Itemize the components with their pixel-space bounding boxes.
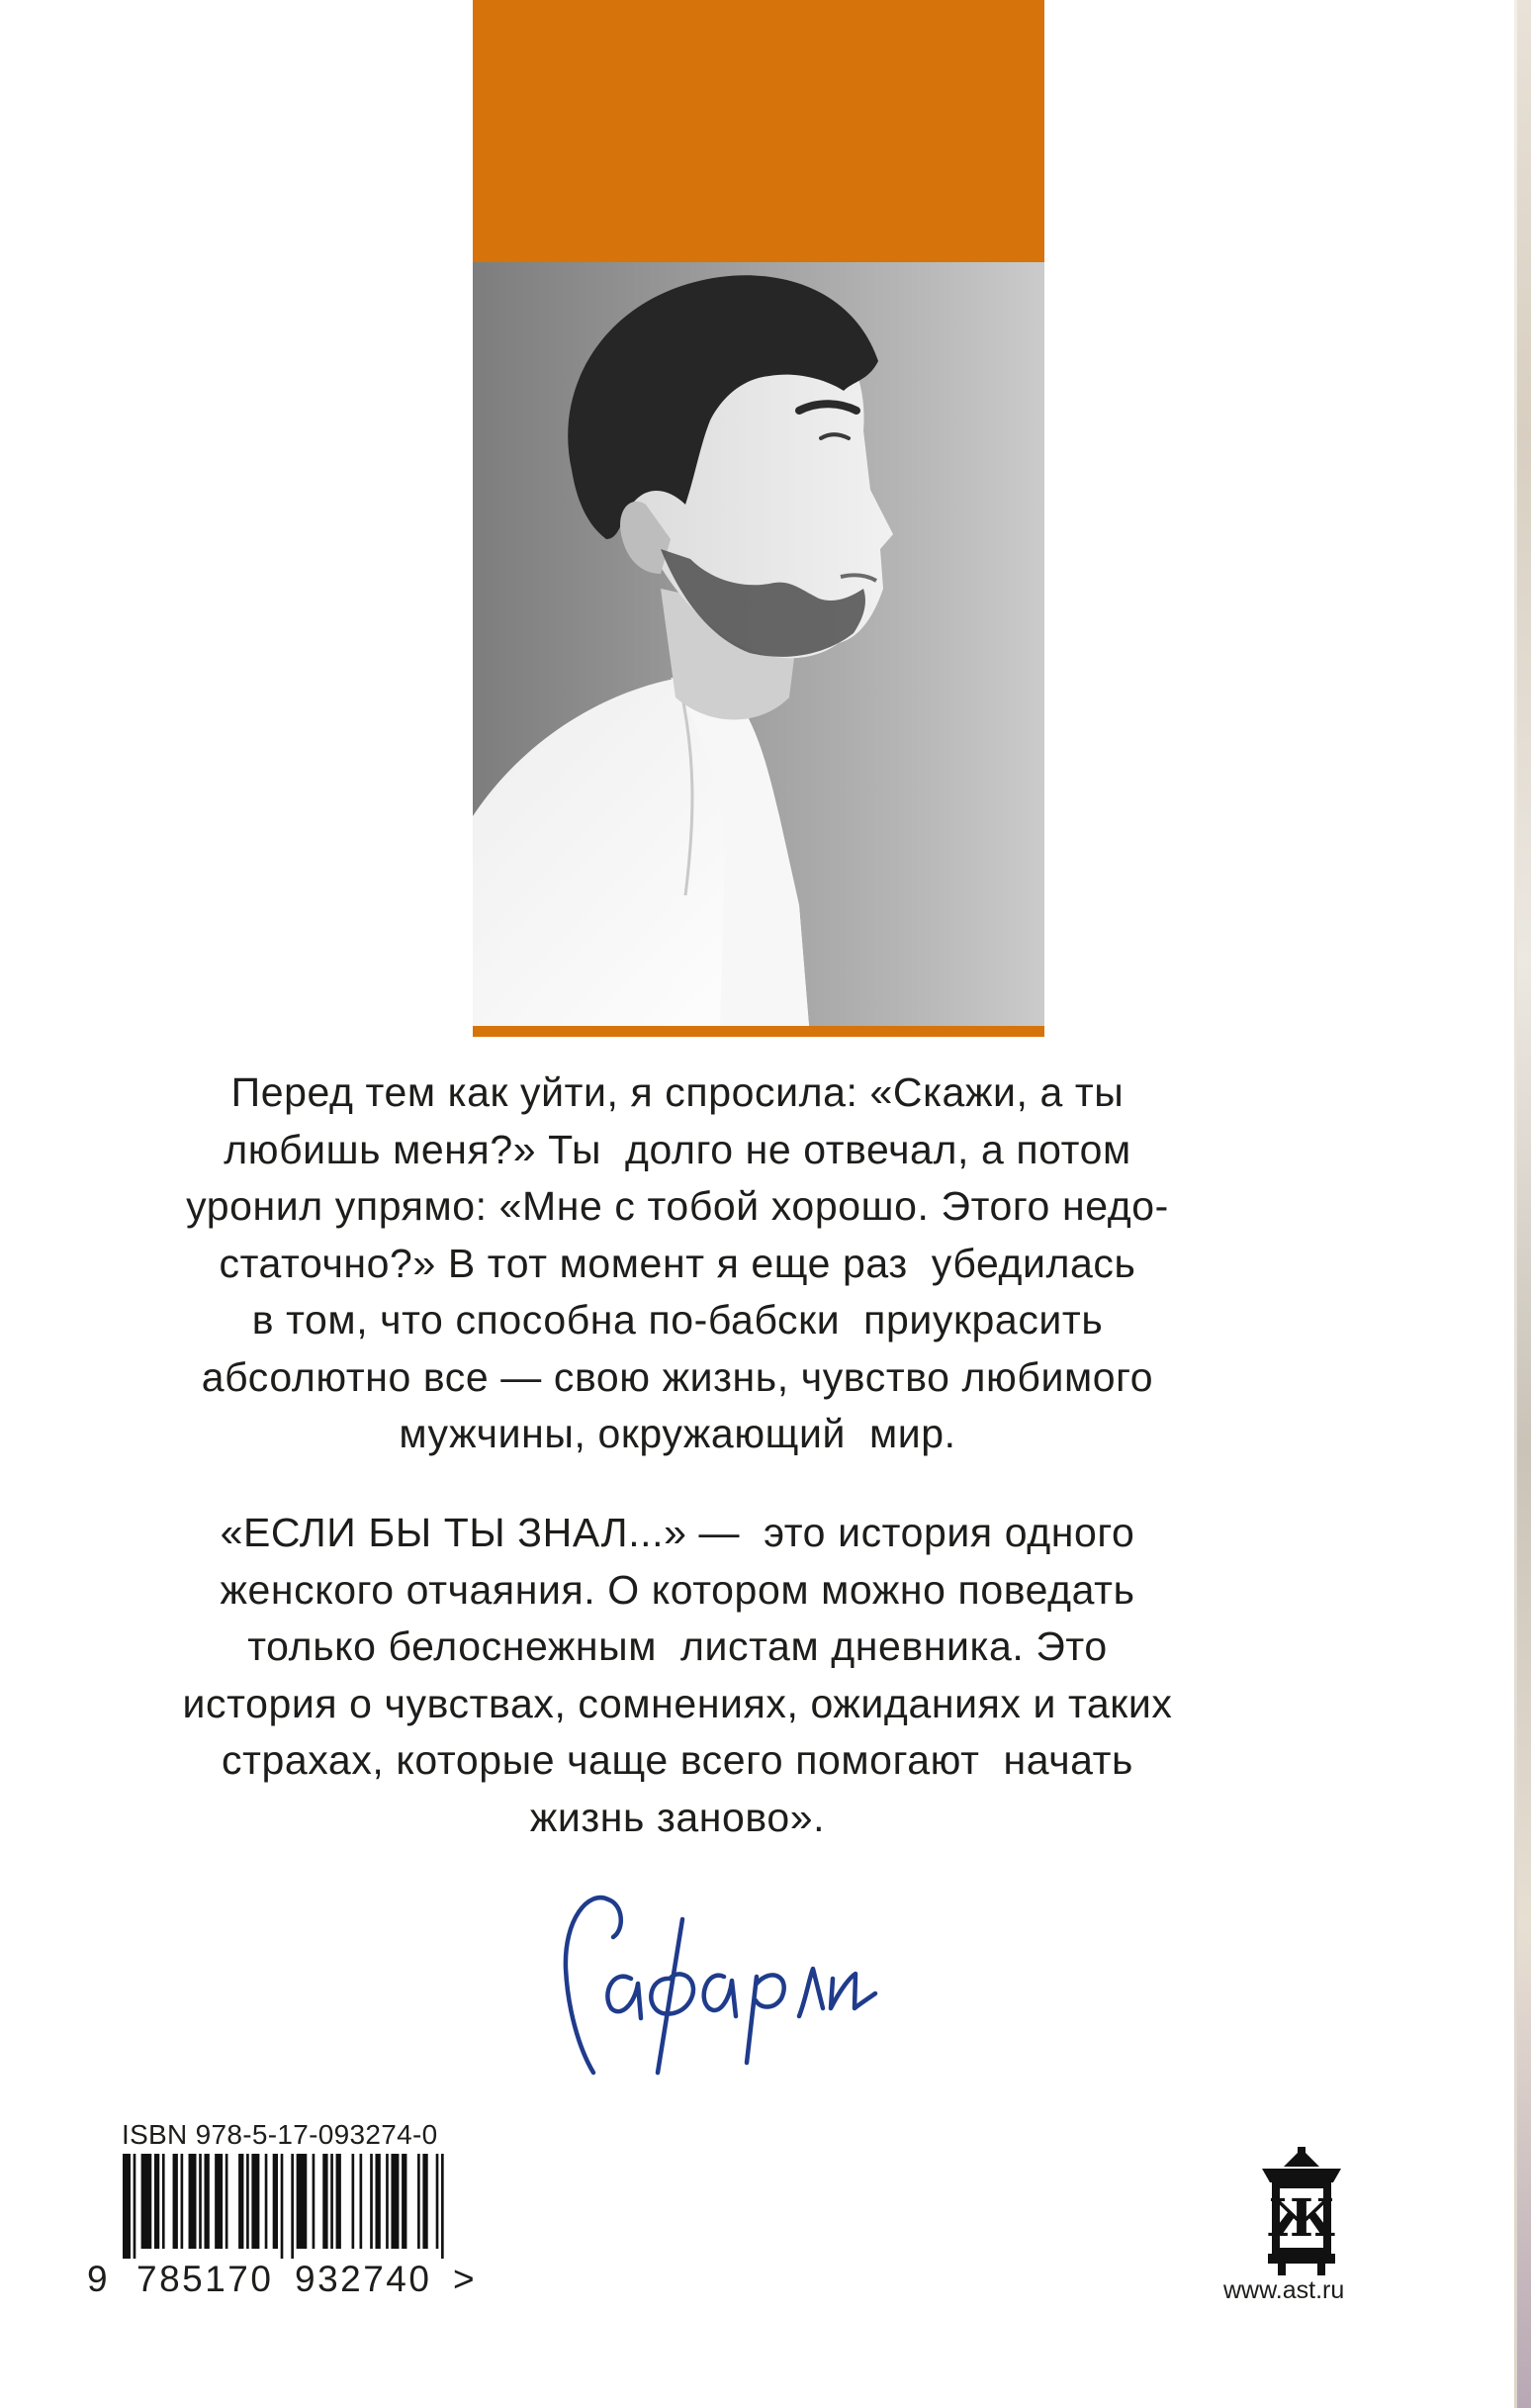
barcode-bar: [386, 2154, 389, 2249]
barcode-bar: [225, 2154, 228, 2249]
barcode-bar: [273, 2154, 278, 2249]
blurb-line: мужчины, окружающий мир.: [399, 1411, 956, 1456]
barcode-bar: [134, 2154, 136, 2259]
blurb-line: статочно?» В тот момент я еще раз убедилась: [219, 1240, 1136, 1286]
blurb-paragraph-quote: [99, 1065, 1256, 1463]
barcode-bar: [199, 2154, 202, 2249]
barcode-bar: [336, 2154, 341, 2249]
barcode-bar: [162, 2154, 165, 2249]
isbn-number: ISBN 978-5-17-093274-0: [122, 2119, 438, 2150]
barcode-bar: [375, 2154, 380, 2249]
blurb-line: история о чувствах, сомнениях, ожиданиях и таких: [182, 1680, 1173, 1726]
barcode-bar: [291, 2154, 294, 2259]
barcode-bar: [297, 2154, 308, 2249]
blurb-line: страхах, которые чаще всего помогают начать: [222, 1737, 1133, 1783]
barcode-bar: [238, 2154, 243, 2249]
barcode-bar: [370, 2154, 373, 2249]
barcode-bar: [417, 2154, 420, 2249]
logo-letter: Ж: [1267, 2188, 1336, 2249]
blurb-line: Перед тем как уйти, я спросила: «Скажи, а ты: [230, 1069, 1125, 1115]
blurb-paragraph-description: [99, 1505, 1256, 1846]
barcode-bar: [422, 2154, 427, 2249]
publisher-website: www.ast.ru: [1223, 2276, 1345, 2304]
barcode-bar: [251, 2154, 259, 2249]
spine-edge-strip: [1517, 0, 1531, 2408]
barcode-bar: [205, 2154, 210, 2249]
barcode-bar: [313, 2154, 315, 2249]
barcode-quiet-zone-arrow: >: [453, 2259, 478, 2299]
barcode-bar: [173, 2154, 178, 2249]
blurb-line: только белоснежным листам дневника. Это: [247, 1623, 1108, 1669]
blurb-line: жизнь заново».: [529, 1794, 826, 1840]
barcode-bar: [246, 2154, 249, 2249]
ean-barcode: [123, 2154, 449, 2259]
barcode-left-digits: 785170: [136, 2259, 274, 2299]
author-portrait-photo: [473, 262, 1044, 1026]
barcode-bar: [436, 2154, 439, 2249]
ast-lantern-logo: [1254, 2147, 1349, 2277]
barcode-bar: [215, 2154, 223, 2249]
blurb-line: уронил упрямо: «Мне с тобой хорошо. Этого недо-: [186, 1183, 1169, 1229]
barcode-bar: [441, 2154, 444, 2259]
barcode-bar: [391, 2154, 399, 2249]
orange-photo-underline: [473, 1026, 1044, 1037]
barcode-first-digit: 9: [87, 2259, 111, 2299]
barcode-bar: [360, 2154, 363, 2249]
blurb-line: в том, что способна по-бабски приукрасить: [251, 1297, 1104, 1343]
barcode-bar: [402, 2154, 406, 2249]
blurb-line: «ЕСЛИ БЫ ТЫ ЗНАЛ...» — это история одного: [220, 1510, 1135, 1555]
blurb-line: женского отчаяния. О котором можно поведать: [220, 1566, 1135, 1613]
author-signature: [554, 1860, 880, 2087]
barcode-bar: [181, 2154, 184, 2249]
barcode-bar: [322, 2154, 327, 2249]
orange-header-band: [473, 0, 1044, 262]
barcode-right-digits: 932740: [295, 2259, 432, 2299]
barcode-bar: [141, 2154, 152, 2249]
blurb-line: любишь меня?» Ты долго не отвечал, а потом: [224, 1126, 1131, 1172]
barcode-bar: [352, 2154, 355, 2249]
blurb-line: абсолютно все — свою жизнь, чувство любимого: [201, 1353, 1154, 1400]
barcode-bar: [281, 2154, 284, 2259]
barcode-bar: [330, 2154, 333, 2249]
barcode-bar: [123, 2154, 131, 2259]
barcode-bar: [265, 2154, 268, 2249]
barcode-bar: [189, 2154, 197, 2249]
barcode-bar: [154, 2154, 159, 2249]
